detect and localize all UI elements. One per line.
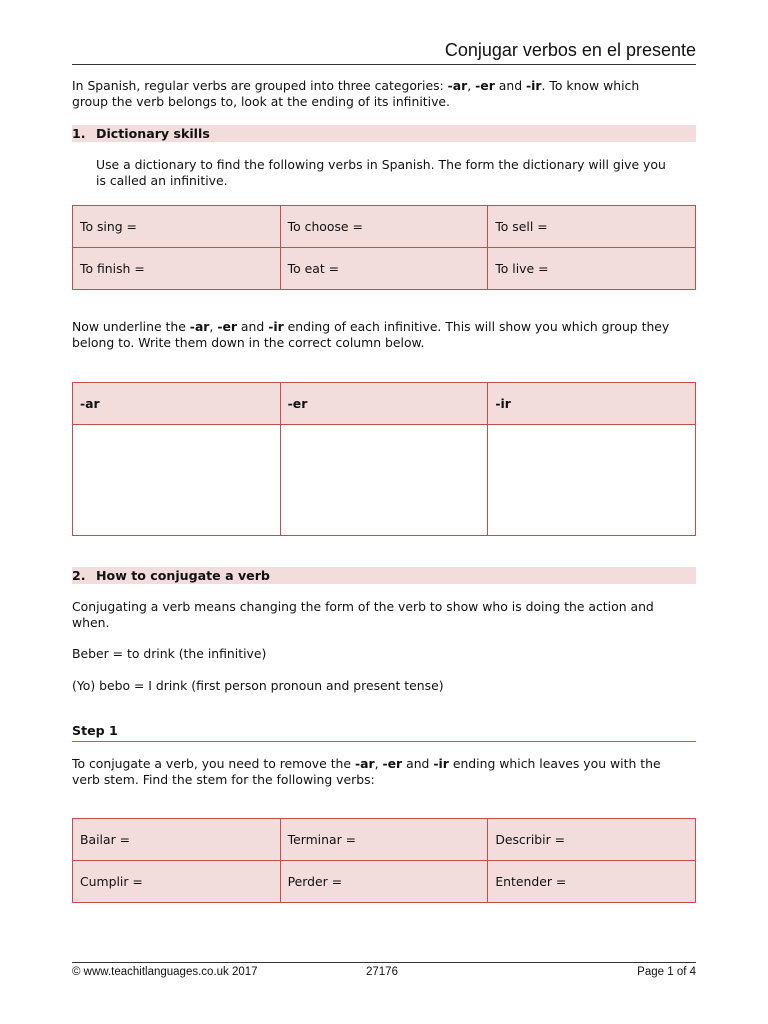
footer-code: 27176 xyxy=(366,966,398,978)
table-cell[interactable]: Bailar = xyxy=(73,819,281,861)
table-cell[interactable]: Entender = xyxy=(488,861,696,903)
table-row xyxy=(73,248,696,290)
column-header-ir: -ir xyxy=(488,383,696,425)
table-cell[interactable]: To finish = xyxy=(73,248,281,290)
answer-cell-ar[interactable] xyxy=(73,425,281,536)
table-cell[interactable]: To live = xyxy=(488,248,696,290)
section-1-instruction: Use a dictionary to find the following verbs in Spanish. The form the dictionary will give you is called an infinitive. xyxy=(96,157,666,188)
table-cell[interactable]: To sell = xyxy=(488,206,696,248)
verb-stem-table xyxy=(72,818,696,903)
page-title: Conjugar verbos en el presente xyxy=(444,40,696,60)
title-divider xyxy=(72,64,696,65)
step-1-heading: Step 1 xyxy=(72,723,696,742)
conjugation-explanation: Conjugating a verb means changing the form of the verb to show who is doing the action and when. xyxy=(72,599,654,630)
table-cell[interactable]: Cumplir = xyxy=(73,861,281,903)
table-cell[interactable]: To eat = xyxy=(280,248,488,290)
example-infinitive: Beber = to drink (the infinitive) xyxy=(72,646,267,661)
table-row xyxy=(73,206,696,248)
table-row xyxy=(73,861,696,903)
answer-cell-er[interactable] xyxy=(280,425,488,536)
table-cell[interactable]: Describir = xyxy=(488,819,696,861)
intro-paragraph: In Spanish, regular verbs are grouped into three categories: -ar, -er and -ir. To know which group the verb belongs to, look at the ending of its infinitive. xyxy=(72,78,640,109)
underline-instruction: Now underline the -ar, -er and -ir ending of each infinitive. This will show you which group they belong to. Write them down in the correct column below. xyxy=(72,319,670,350)
table-header-row xyxy=(73,383,696,425)
column-header-ar: -ar xyxy=(73,383,281,425)
column-header-er: -er xyxy=(280,383,488,425)
section-1-heading: 1. Dictionary skills xyxy=(72,125,696,142)
table-cell[interactable]: Terminar = xyxy=(280,819,488,861)
table-cell[interactable]: To sing = xyxy=(73,206,281,248)
table-row xyxy=(73,425,696,536)
step-1-instruction: To conjugate a verb, you need to remove the -ar, -er and -ir ending which leaves you with the verb stem. Find the stem for the following verbs: xyxy=(72,756,661,787)
example-conjugated: (Yo) bebo = I drink (first person pronoun and present tense) xyxy=(72,678,444,693)
ending-columns-table xyxy=(72,382,696,536)
footer-divider xyxy=(72,962,696,963)
footer-copyright: © www.teachitlanguages.co.uk 2017 xyxy=(72,966,258,978)
footer-page-number: Page 1 of 4 xyxy=(637,966,696,978)
table-cell[interactable]: Perder = xyxy=(280,861,488,903)
translation-table xyxy=(72,205,696,290)
answer-cell-ir[interactable] xyxy=(488,425,696,536)
section-2-heading: 2. How to conjugate a verb xyxy=(72,567,696,584)
table-row xyxy=(73,819,696,861)
table-cell[interactable]: To choose = xyxy=(280,206,488,248)
